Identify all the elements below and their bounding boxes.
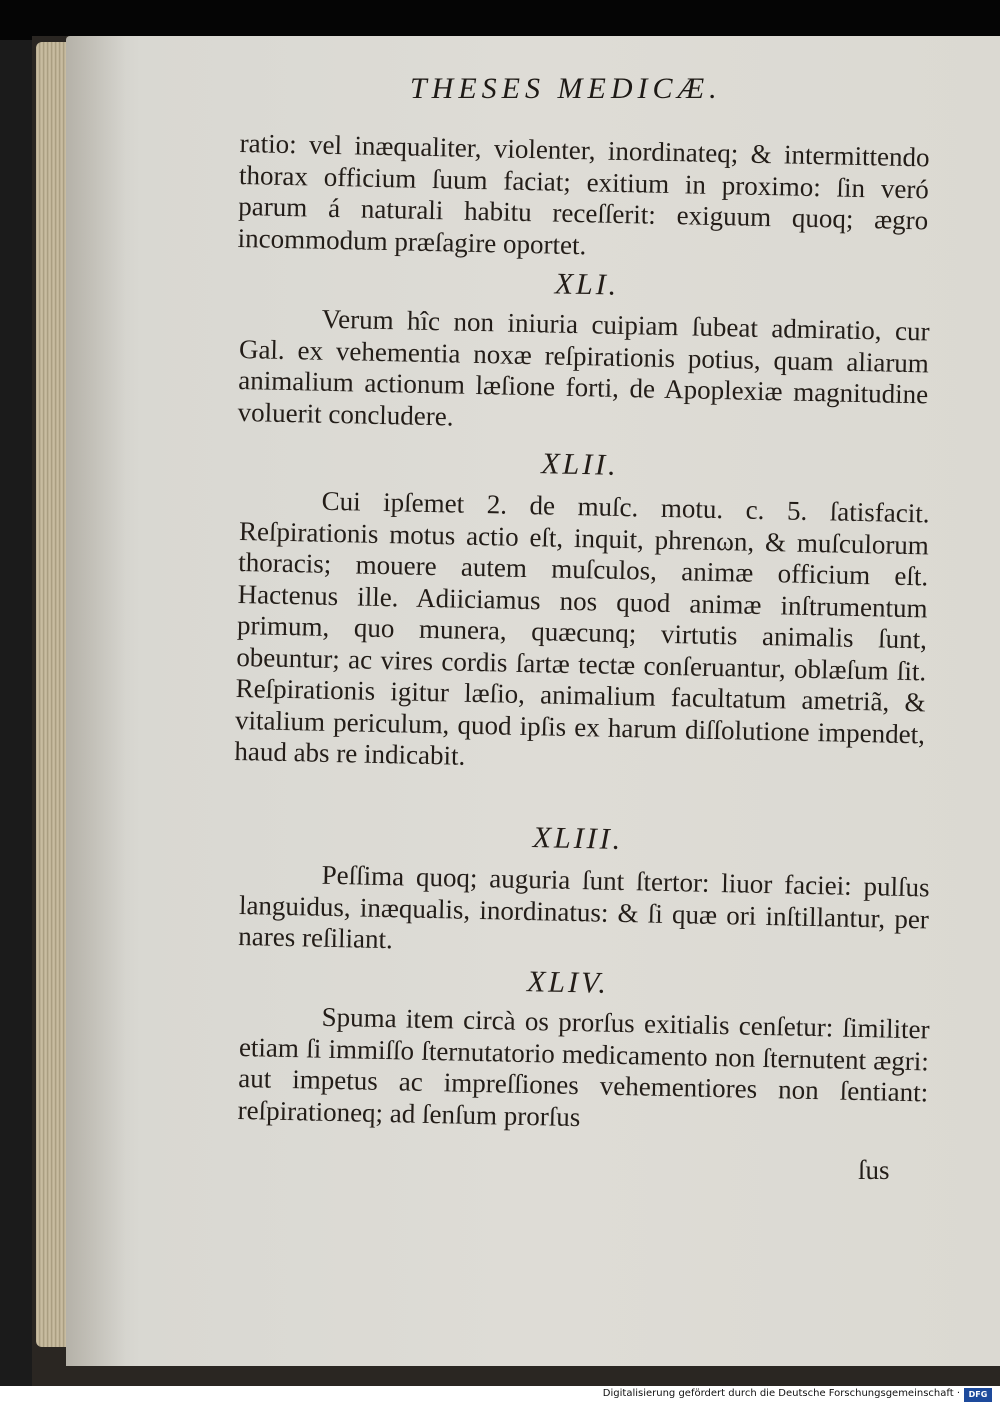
scan-top-border [0,0,1000,40]
footer-credit: Digitalisierung gefördert durch die Deutsche Forschungsgemeinschaft · [602,1388,960,1399]
catchword: ſus [858,1155,890,1185]
section-heading-44: XLIV. [526,965,610,1000]
paragraph-text: Verum hîc non iniuria cuipiam ſubeat admiratio, cur Gal. ex vehementia noxæ reſpirationis potius, quam aliarum animalium actionum læſione forti, de Apoplexiæ magnitudine voluerit concludere. [237,303,930,431]
paragraph-text: Peſſima quoq; auguria ſunt ſtertor: liuor faciei: pulſus languidus, inæqualis, inordinatus: & ſi quæ ori inſtillantur, per nares reſiliant. [238,859,930,955]
paragraph-text: Spuma item circà os prorſus exitialis cenſetur: ſimiliter etiam ſi immiſſo ſternutatorio medicamento non ſternutent ægri: aut impetus ac impreſſiones vehementiores non ſentiant: reſpirationeq; ad ſenſum prorſus [237,1001,930,1132]
section-heading-42: XLII. [540,447,620,482]
paragraph-43 [238,858,930,967]
paragraph-intro [237,128,929,268]
paragraph-42 [234,484,930,782]
paragraph-44 [237,1000,929,1140]
paragraph-41 [237,302,929,442]
paragraph-text: Cui ipſemet 2. de muſc. motu. c. 5. ſatisfacit. Reſpirationis motus actio eſt, inquit, phrenωn, & muſculorum thoracis; mouere autem muſculos, animæ officium eſt. Hactenus ille. Adiiciamus nos quod animæ inſtrumentum primum, quo munera, quæcunq; virtutis animalis ſunt, obeuntur; ac vires cordis ſartæ tectæ conſeruantur, oblæſum ſit. Reſpirationis igitur læſio, animalium facultatum ametriã, & vitalium periculum, quod ipſis ex harum diſſolutione impendet, haud abs re indicabit. [234,485,930,771]
footer-bar [0,1386,1000,1406]
running-title: THESES MEDICÆ. [410,72,722,105]
paragraph-text: ratio: vel inæqualiter, violenter, inordinateq; & intermittendo thorax officium ſuum faciat; exitium in proximo: ſin veró parum á naturali habitu receſſerit: exiguum quoq; ægro incommodum præſagire oportet. [237,128,930,260]
dfg-logo-icon: DFG [964,1388,992,1402]
section-heading-43: XLIII. [532,821,624,856]
section-heading-41: XLI. [554,267,620,302]
